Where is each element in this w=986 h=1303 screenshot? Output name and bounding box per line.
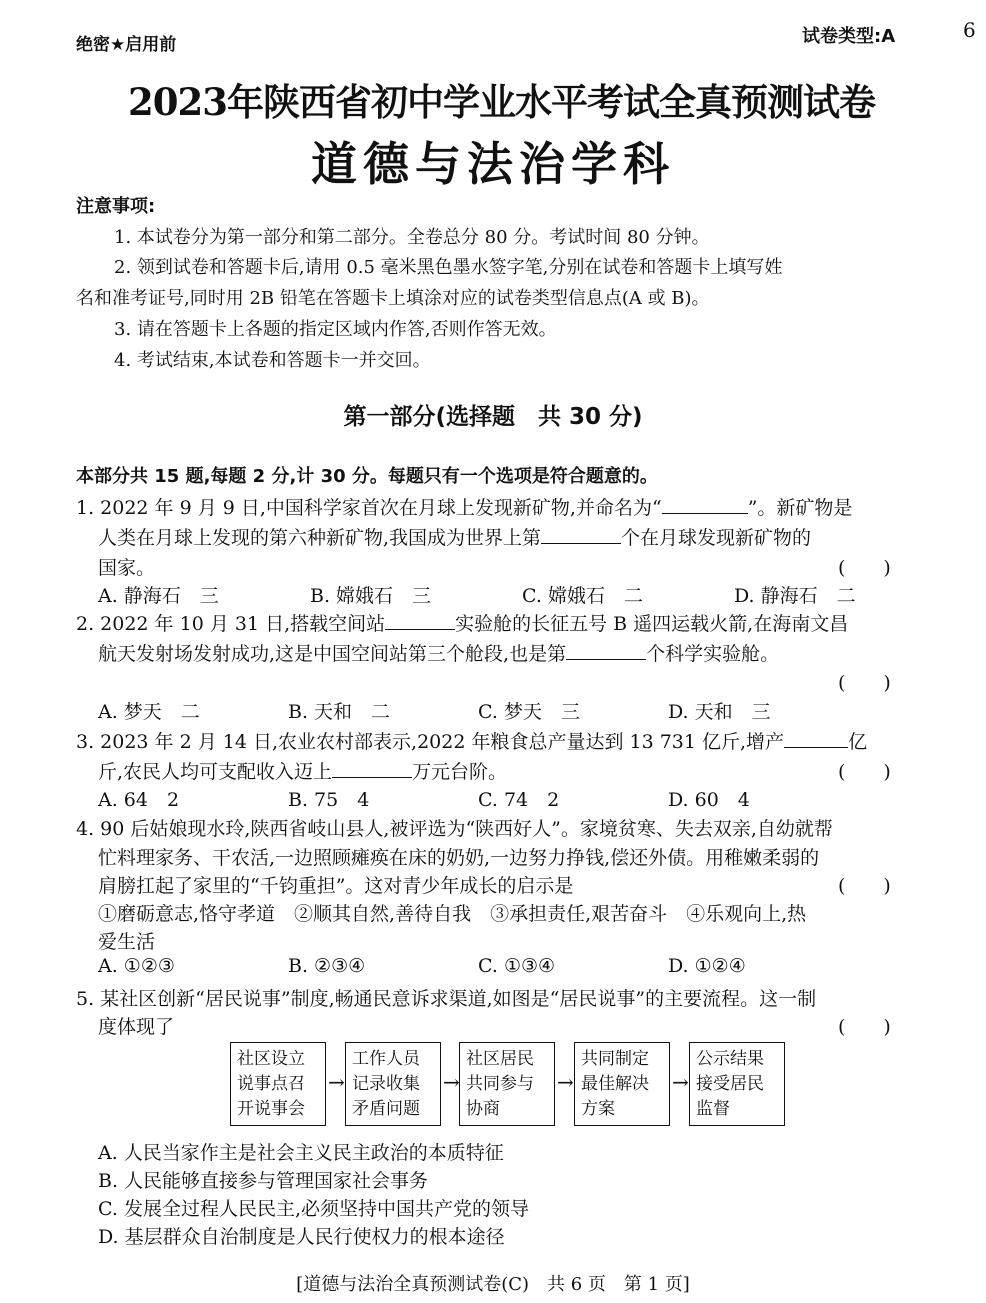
question-5-line: 度体现了 bbox=[98, 1016, 175, 1038]
question-1-line bbox=[98, 523, 811, 550]
notice-item: 4. 考试结束,本试卷和答题卡一并交回。 bbox=[114, 350, 431, 371]
flow-step-2: 工作人员记录收集矛盾问题 bbox=[345, 1042, 441, 1126]
option: A. 静海石 三 bbox=[98, 585, 219, 607]
option: B. ②③④ bbox=[288, 955, 366, 977]
question-3-line bbox=[98, 757, 507, 784]
question-text: 3. 2023 年 2 月 14 日,农业农村部表示,2022 年粮食总产量达到 13 731 亿斤,增产 bbox=[76, 731, 785, 753]
secret-mark: 绝密★启用前 bbox=[76, 35, 177, 55]
page-footer: [道德与法治全真预测试卷(C) 共 6 页 第 1 页] bbox=[296, 1274, 690, 1295]
part-heading: 第一部分(选择题 共 30 分) bbox=[343, 404, 643, 430]
flow-step-5: 公示结果接受居民监督 bbox=[689, 1042, 785, 1126]
flow-step-4: 共同制定最佳解决方案 bbox=[574, 1042, 670, 1126]
notice-item: 3. 请在答题卡上各题的指定区域内作答,否则作答无效。 bbox=[114, 319, 557, 340]
answer-paren: ( ) bbox=[838, 672, 891, 694]
option: A. 64 2 bbox=[98, 789, 180, 811]
question-4-line: 4. 90 后姑娘现水玲,陕西省岐山县人,被评选为“陕西好人”。家境贫寒、失去双亲,自幼就帮 bbox=[76, 818, 833, 840]
notice-heading: 注意事项: bbox=[76, 196, 156, 217]
option: C. 74 2 bbox=[478, 789, 560, 811]
answer-blank bbox=[784, 728, 848, 748]
notice-item: 2. 领到试卷和答题卡后,请用 0.5 毫米黑色墨水签字笔,分别在试卷和答题卡上填写姓 bbox=[114, 257, 783, 278]
question-text: ”。新矿物是 bbox=[747, 497, 853, 519]
option: B. 嫦娥石 三 bbox=[310, 585, 432, 607]
question-text: 万元台阶。 bbox=[412, 761, 508, 783]
subject-title: 道德与法治学科 bbox=[311, 137, 675, 191]
part-intro: 本部分共 15 题,每题 2 分,计 30 分。每题只有一个选项是符合题意的。 bbox=[76, 466, 658, 487]
notice-item: 名和准考证号,同时用 2B 铅笔在答题卡上填涂对应的试卷类型信息点(A 或 B)。 bbox=[76, 288, 710, 309]
answer-blank bbox=[662, 494, 748, 514]
question-5-line: 5. 某社区创新“居民说事”制度,畅通民意诉求渠道,如图是“居民说事”的主要流程。这一制 bbox=[76, 988, 817, 1010]
question-text: 2. 2022 年 10 月 31 日,搭载空间站 bbox=[76, 613, 386, 635]
question-4-line: 肩膀扛起了家里的“千钧重担”。这对青少年成长的启示是 bbox=[98, 875, 574, 897]
exam-title: 2023年陕西省初中学业水平考试全真预测试卷 bbox=[128, 80, 875, 124]
corner-number: 6 bbox=[963, 18, 976, 42]
option: C. ①③④ bbox=[478, 955, 556, 977]
answer-blank bbox=[566, 640, 646, 660]
notice-item: 1. 本试卷分为第一部分和第二部分。全卷总分 80 分。考试时间 80 分钟。 bbox=[114, 227, 710, 248]
option: D. 静海石 二 bbox=[734, 585, 856, 607]
question-text: 实验舱的长征五号 B 遥四运载火箭,在海南文昌 bbox=[455, 613, 849, 635]
answer-blank bbox=[385, 610, 455, 630]
question-4-statements: 爱生活 bbox=[98, 931, 156, 953]
question-1-line bbox=[76, 493, 852, 520]
option: D. 60 4 bbox=[668, 789, 750, 811]
question-text: 亿 bbox=[848, 731, 868, 753]
answer-blank bbox=[541, 524, 621, 544]
question-text: 1. 2022 年 9 月 9 日,中国科学家首次在月球上发现新矿物,并命名为“ bbox=[76, 497, 662, 519]
flow-arrow: → bbox=[557, 1070, 574, 1094]
option: B. 75 4 bbox=[288, 789, 370, 811]
option: D. 天和 三 bbox=[668, 701, 771, 723]
option: D. ①②④ bbox=[668, 955, 746, 977]
option: C. 发展全过程人民民主,必须坚持中国共产党的领导 bbox=[98, 1198, 529, 1220]
answer-paren: ( ) bbox=[838, 557, 891, 579]
question-text: 人类在月球上发现的第六种新矿物,我国成为世界上第 bbox=[98, 527, 542, 549]
answer-paren: ( ) bbox=[838, 761, 891, 783]
answer-blank bbox=[332, 758, 412, 778]
question-text: 航天发射场发射成功,这是中国空间站第三个舱段,也是第 bbox=[98, 643, 567, 665]
question-2-line bbox=[76, 609, 848, 636]
question-text: 个在月球发现新矿物的 bbox=[621, 527, 812, 549]
question-4-line: 忙料理家务、干农活,一边照顾瘫痪在床的奶奶,一边努力挣钱,偿还外债。用稚嫩柔弱的 bbox=[98, 847, 820, 869]
question-1-line: 国家。 bbox=[98, 557, 156, 579]
paper-type: 试卷类型:A bbox=[802, 26, 896, 47]
question-2-line bbox=[98, 639, 779, 666]
question-3-line bbox=[76, 727, 867, 754]
question-text: 个科学实验舱。 bbox=[646, 643, 780, 665]
question-4-statements: ①磨砺意志,恪守孝道 ②顺其自然,善待自我 ③承担责任,艰苦奋斗 ④乐观向上,热 bbox=[98, 903, 807, 925]
flow-arrow: → bbox=[328, 1070, 345, 1094]
option: B. 天和 二 bbox=[288, 701, 391, 723]
answer-paren: ( ) bbox=[838, 875, 891, 897]
option: B. 人民能够直接参与管理国家社会事务 bbox=[98, 1170, 429, 1192]
option: A. 梦天 二 bbox=[98, 701, 200, 723]
flow-arrow: → bbox=[672, 1070, 689, 1094]
option: C. 嫦娥石 二 bbox=[522, 585, 643, 607]
option: C. 梦天 三 bbox=[478, 701, 580, 723]
flow-step-1: 社区设立说事点召开说事会 bbox=[230, 1042, 326, 1126]
option: A. 人民当家作主是社会主义民主政治的本质特征 bbox=[98, 1142, 504, 1164]
flow-arrow: → bbox=[443, 1070, 460, 1094]
question-text: 斤,农民人均可支配收入迈上 bbox=[98, 761, 333, 783]
flow-step-3: 社区居民共同参与协商 bbox=[459, 1042, 555, 1126]
answer-paren: ( ) bbox=[838, 1016, 891, 1038]
option: A. ①②③ bbox=[98, 955, 175, 977]
option: D. 基层群众自治制度是人民行使权力的根本途径 bbox=[98, 1226, 505, 1248]
